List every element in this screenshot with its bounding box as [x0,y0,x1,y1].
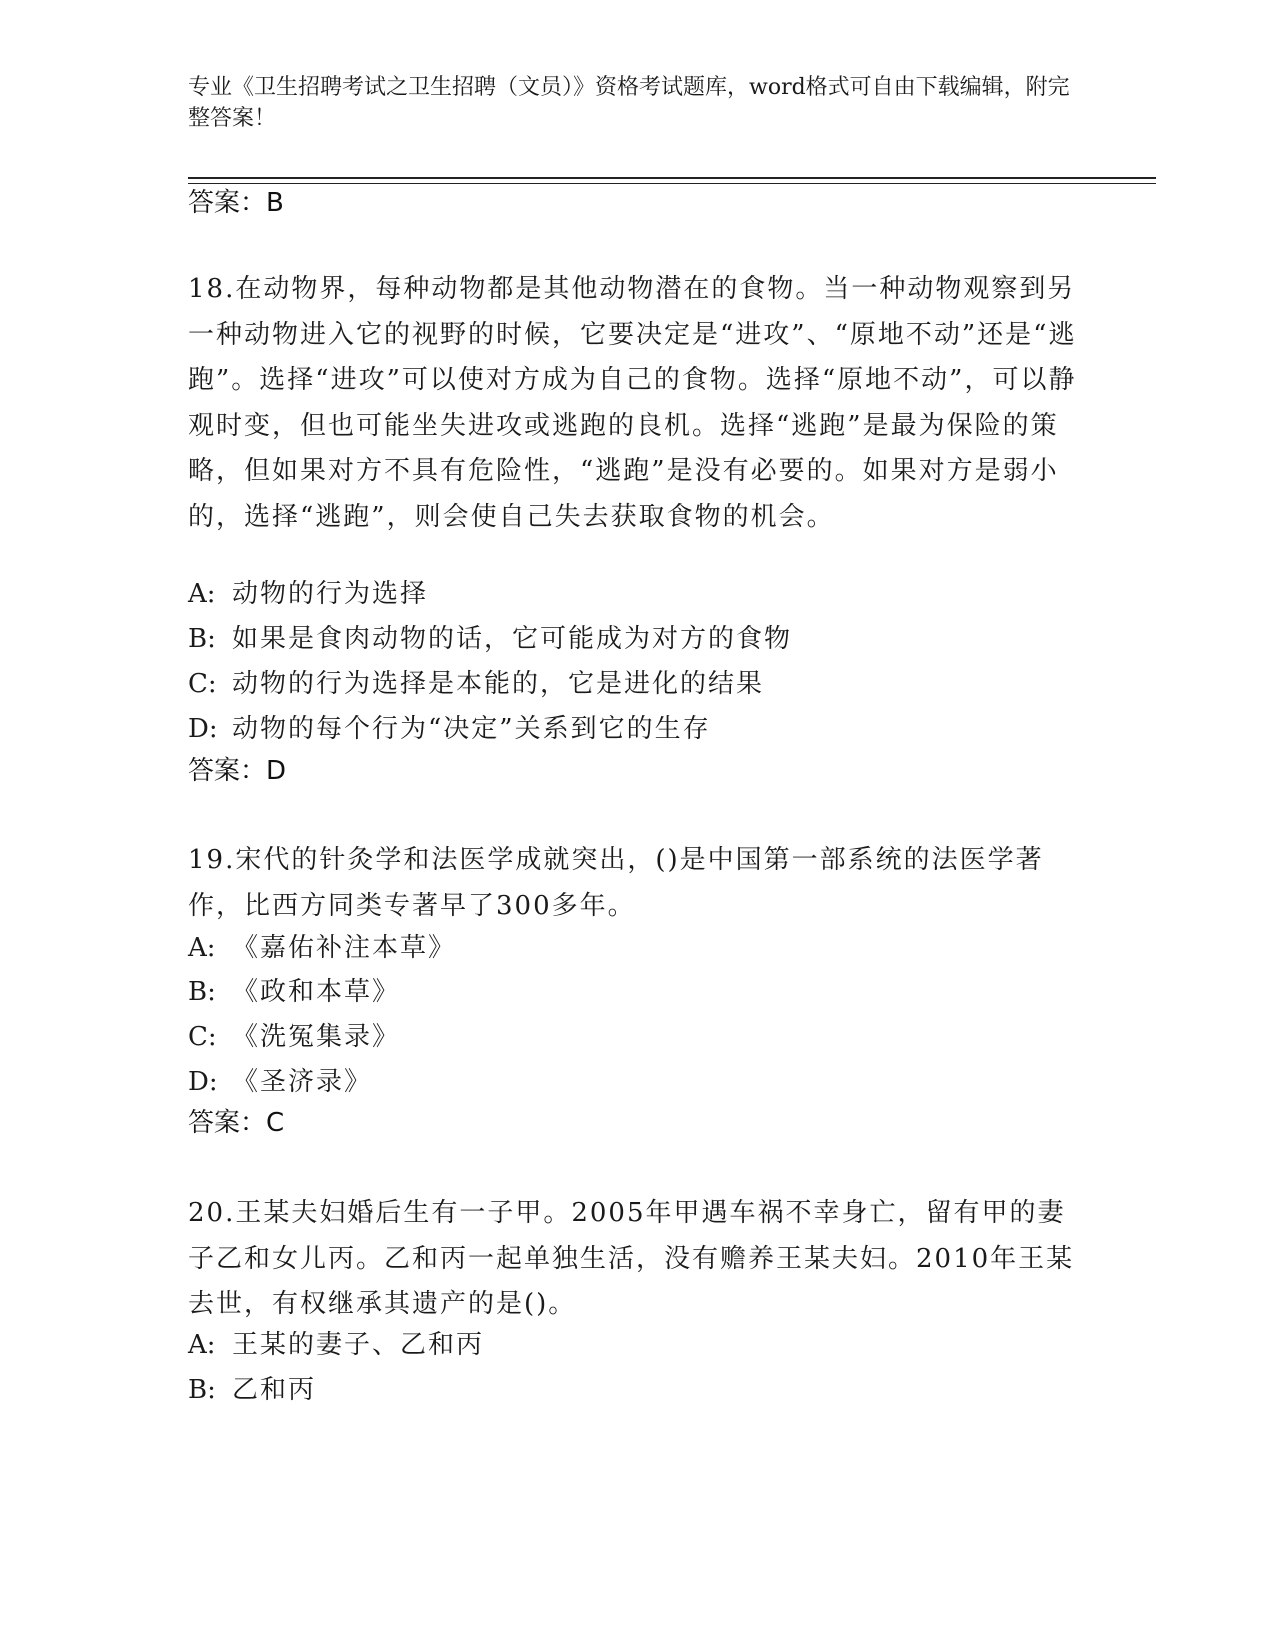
option-text: 王某的妻子、乙和丙 [232,1330,485,1360]
option-key: C: [188,669,217,699]
option-key: A: [188,579,216,609]
question-18-option-a [188,572,1078,618]
question-19-option-a [188,926,1078,972]
question-20-option-a [188,1323,1078,1369]
question-18-text: 18.在动物界，每种动物都是其他动物潜在的食物。当一种动物观察到另一种动物进入它的视野的时候，它要决定是“进攻”、“原地不动”还是“逃跑”。选择“进攻”可以使对方成为自己的食物。选择“原地不动”，可以静观时变，但也可能坐失进攻或逃跑的良机。选择“逃跑”是最为保险的策略，但如果对方不具有危险性，“逃跑”是没有必要的。如果对方是弱小的，选择“逃跑”，则会使自己失去获取食物的机会。 [188,274,1077,532]
option-text: 《嘉佑补注本草》 [232,933,457,963]
option-key: B: [188,977,216,1007]
option-key: D: [188,714,218,744]
option-key: C: [188,1022,217,1052]
header-divider [188,177,1156,179]
option-text: 《圣济录》 [232,1067,373,1097]
answer-label: 答案：B [188,188,284,218]
question-20-option-b [188,1368,1078,1414]
option-text: 动物的行为选择 [232,579,429,609]
question-20-text: 20.王某夫妇婚后生有一子甲。2005年甲遇车祸不幸身亡，留有甲的妻子乙和女儿丙。乙和丙一起单独生活，没有赡养王某夫妇。2010年王某去世，有权继承其遗产的是()。 [188,1198,1075,1319]
question-19-answer: 答案：C [188,1108,285,1138]
question-19-option-b [188,970,1078,1016]
page-header: 专业《卫生招聘考试之卫生招聘（文员）》资格考试题库，word格式可自由下载编辑，附完整答案！ [188,75,1070,131]
question-18-option-c [188,662,1078,708]
question-19-option-d [188,1060,1078,1106]
header-divider-thin [188,183,1156,184]
option-text: 乙和丙 [232,1375,317,1405]
option-text: 如果是食肉动物的话，它可能成为对方的食物 [232,624,793,654]
option-text: 动物的每个行为“决定”关系到它的生存 [232,714,711,744]
option-text: 动物的行为选择是本能的，它是进化的结果 [232,669,765,699]
option-key: B: [188,1375,216,1405]
question-19-text: 19.宋代的针灸学和法医学成就突出，()是中国第一部系统的法医学著作，比西方同类专著早了300多年。 [188,845,1044,921]
question-18-option-b [188,617,1078,663]
question-19-option-c [188,1015,1078,1061]
option-key: B: [188,624,216,654]
option-key: A: [188,1330,216,1360]
question-18-answer: 答案：D [188,756,287,786]
question-18-option-d [188,707,1078,753]
option-key: D: [188,1067,218,1097]
option-text: 《政和本草》 [232,977,401,1007]
option-text: 《洗冤集录》 [232,1022,401,1052]
option-key: A: [188,933,216,963]
